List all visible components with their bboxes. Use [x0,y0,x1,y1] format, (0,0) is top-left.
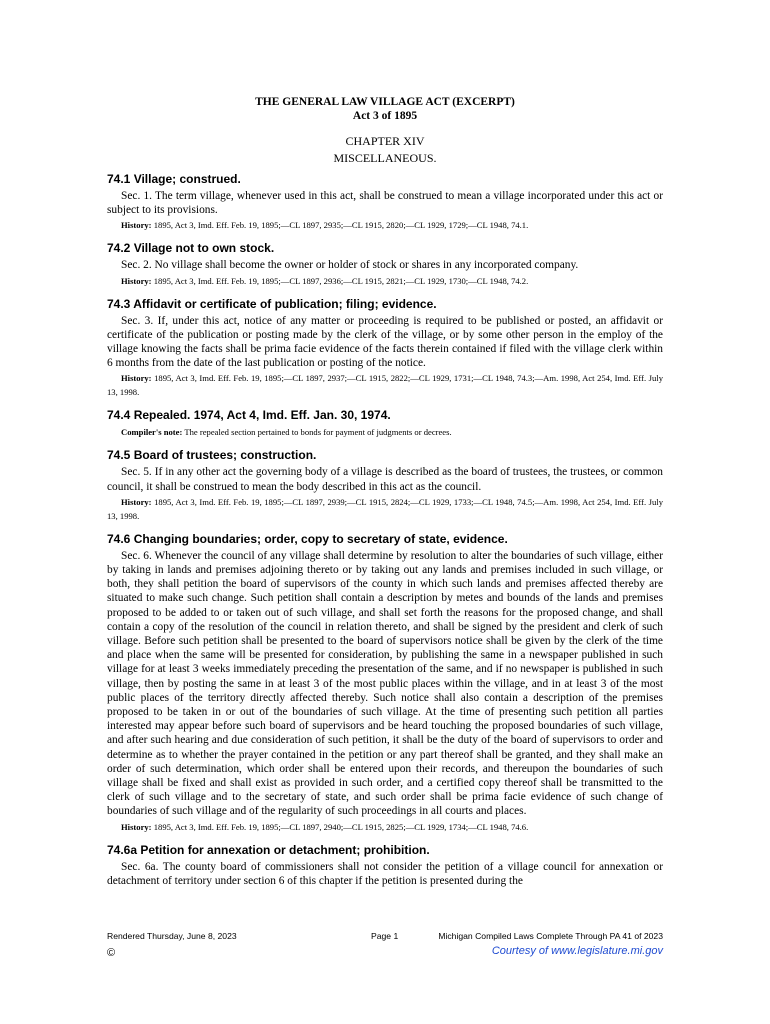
section-74-6 [107,532,663,834]
history-note [107,820,663,834]
section-heading: 74.3 Affidavit or certificate of publication; filing; evidence. [107,296,437,311]
history-text: 1895, Act 3, Imd. Eff. Feb. 19, 1895;—CL 1897, 2935;—CL 1915, 2820;—CL 1929, 1729;—CL 1948, 74.1. [153,220,529,231]
document-body [107,172,663,897]
section-heading: 74.6a Petition for annexation or detachment; prohibition. [107,842,430,857]
section-heading: 74.1 Village; construed. [107,172,241,186]
footer-rendered-date: Rendered Thursday, June 8, 2023 [107,931,237,941]
footer-compiled-through: Michigan Compiled Laws Complete Through PA 41 of 2023 [438,931,663,941]
section-74-6a [107,843,663,888]
compiler-note [107,425,663,439]
history-note [107,495,663,523]
section-text: Sec. 6. Whenever the council of any village shall determine by resolution to alter the boundaries of such village, either by taking in lands and premises adjoining thereto or by taking out any lands and premises included in such village, or both, they shall petition the board of supervisors of the county in which such lands and premises affected thereby are situated to make such change. Such petition shall contain a description by metes and bounds of the lands and premises proposed to be added to or taken out of such village, and shall set forth the reasons for the proposed change, and shall contain a copy of the resolution of the council in relation thereto, and shall be signed by the president and clerk of such village. Before such petition shall be presented to the board of supervisors notice shall be given by the clerk of the time and place when the same will be presented for consideration, by publishing the same in a newspaper published in such village for at least 3 weeks immediately preceding the presentation of the same, and if no newspaper is published in such village, then by posting the same in at least 3 of the most public places within the village, and in at least 3 of the most public places of the territory directly affected thereby. Such notice shall also contain a description of the premises proposed to be taken in or out of the boundaries of such village. At the time of presenting such petition all parties interested may appear before such board of supervisors and be heard touching the proposed boundaries of such village, and after such hearing and due consideration of such petition, it shall be the duty of the board of supervisors to order and determine as to whether the prayer contained in the petition or any part thereof shall be granted, and they shall make an order of such determination, which order shall be entered upon their records, and thereupon the boundaries of such village shall be fixed and shall exist as provided in such order, and a certified copy thereof shall be transmitted to the clerk of such village and to the secretary of state, and such order shall be prima facie evidence of such change of boundaries of such village and of the regularity of such proceedings in all courts and places. [107,549,663,818]
history-label: History: [121,496,152,507]
history-text: 1895, Act 3, Imd. Eff. Feb. 19, 1895;—CL 1897, 2940;—CL 1915, 2825;—CL 1929, 1734;—CL 1948, 74.6. [153,821,529,832]
compiler-note-label: Compiler's note: [121,427,183,438]
footer-page-number: Page 1 [371,931,399,941]
section-text: Sec. 2. No village shall become the owner or holder of stock or shares in any incorporated company. [121,259,579,272]
section-heading: 74.5 Board of trustees; construction. [107,448,317,463]
footer-copyright: © [107,947,116,959]
section-heading: 74.2 Village not to own stock. [107,241,275,256]
section-text: Sec. 6a. The county board of commissioners shall not consider the petition of a village council for annexation or detachment of territory under section 6 of this chapter if the petition is presented during the [107,860,663,887]
chapter-title: MISCELLANEOUS. [333,151,437,165]
section-74-5 [107,448,663,522]
section-74-3 [107,297,663,400]
history-text: 1895, Act 3, Imd. Eff. Feb. 19, 1895;—CL 1897, 2939;—CL 1915, 2824;—CL 1929, 1733;—CL 1948, 74.5;—Am. 1998, Act 254, Imd. Eff. July 13, 1998. [107,496,663,521]
section-text: Sec. 3. If, under this act, notice of any matter or proceeding is required to be published or posted, an affidavit or certificate of the publication or posting made by the clerk of the village, or by some other person in the employ of the village knowing the facts shall be prima facie evidence of the facts therein contained if filed with the village clerk within 6 months from the date of the last publication or posting of the notice. [107,314,663,370]
history-label: History: [121,373,152,384]
history-label: History: [121,821,152,832]
history-label: History: [121,275,152,286]
footer-courtesy-link[interactable]: Courtesy of www.legislature.mi.gov [491,945,663,957]
history-note [107,371,663,399]
act-number: Act 3 of 1895 [352,110,418,122]
compiler-note-text: The repealed section pertained to bonds for payment of judgments or decrees. [184,427,452,438]
section-heading: 74.6 Changing boundaries; order, copy to secretary of state, evidence. [107,531,508,546]
history-label: History: [121,220,152,231]
section-74-2 [107,241,663,287]
section-heading: 74.4 Repealed. 1974, Act 4, Imd. Eff. Jan. 30, 1974. [107,408,391,423]
history-text: 1895, Act 3, Imd. Eff. Feb. 19, 1895;—CL 1897, 2936;—CL 1915, 2821;—CL 1929, 1730;—CL 1948, 74.2. [153,275,529,286]
history-text: 1895, Act 3, Imd. Eff. Feb. 19, 1895;—CL 1897, 2937;—CL 1915, 2822;—CL 1929, 1731;—CL 1948, 74.3;—Am. 1998, Act 254, Imd. Eff. July 13, 1998. [107,373,663,398]
section-text: Sec. 5. If in any other act the governing body of a village is described as the board of trustees, the trustees, or common council, it shall be construed to mean the body described in this act as the council. [107,466,663,493]
section-74-4 [107,408,663,439]
history-note [107,218,663,232]
section-text: Sec. 1. The term village, whenever used in this act, shall be construed to mean a village incorporated under this act or subject to its provisions. [107,190,663,217]
document-title: THE GENERAL LAW VILLAGE ACT (EXCERPT) [255,96,515,108]
section-74-1 [107,172,663,232]
history-note [107,274,663,288]
chapter-number: CHAPTER XIV [345,134,425,148]
